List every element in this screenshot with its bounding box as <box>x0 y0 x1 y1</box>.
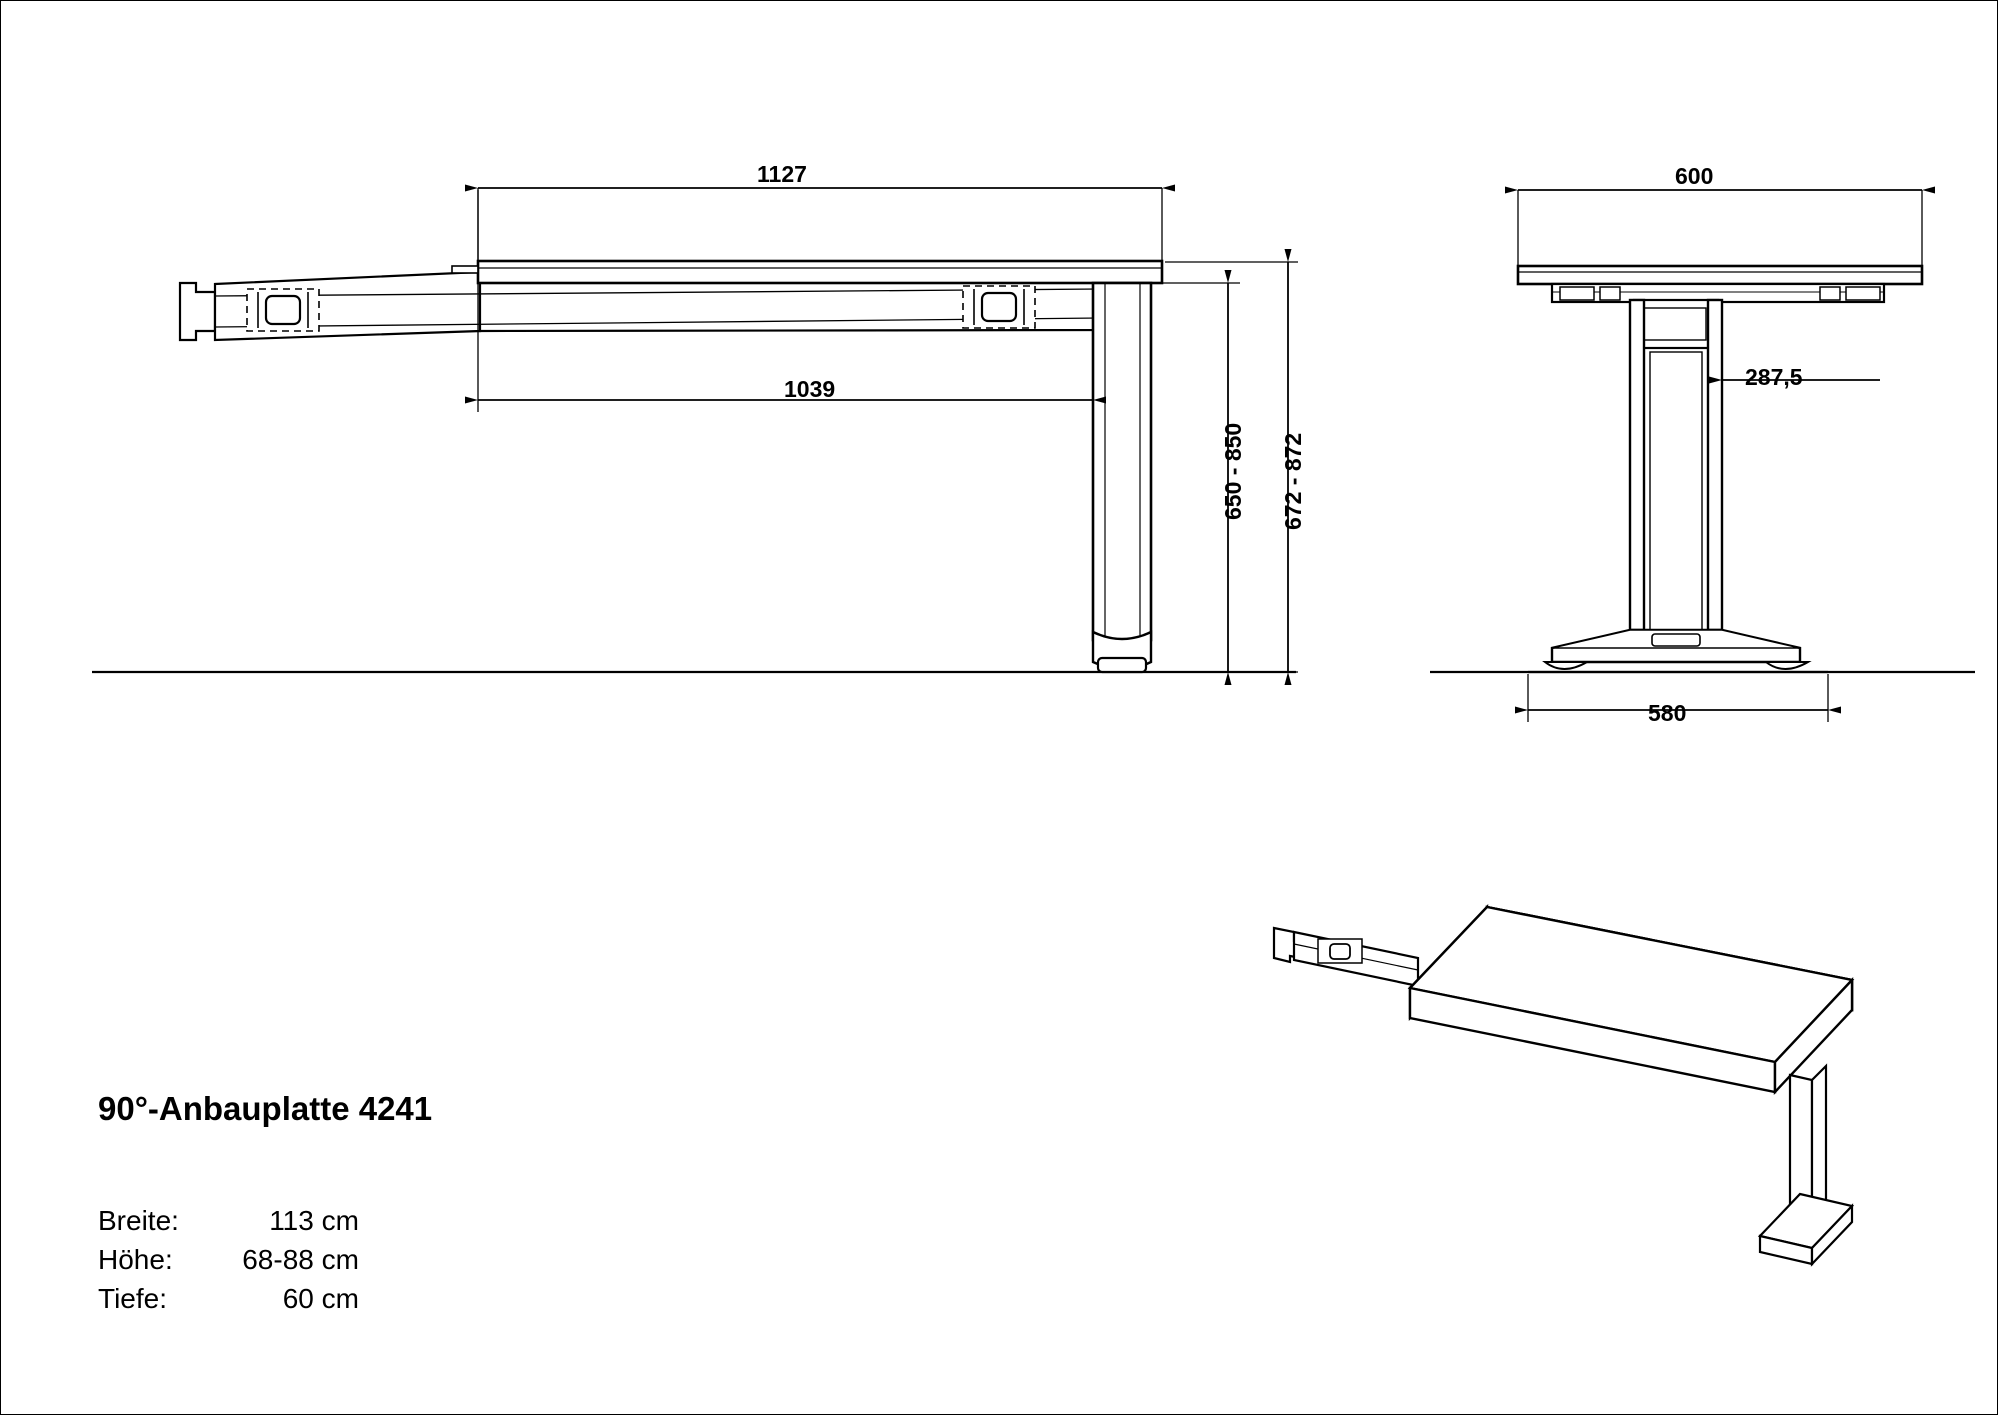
dimension-label-650-850: 650 - 850 <box>1220 422 1246 520</box>
side-view-dimension-1127 <box>478 188 1162 263</box>
dimension-label-1127: 1127 <box>757 161 807 187</box>
dimension-label-287-5: 287,5 <box>1745 364 1803 390</box>
front-elevation-view <box>1518 266 1922 672</box>
spec-value-hoehe: 68-88 cm <box>242 1244 359 1275</box>
spec-value-breite: 113 cm <box>269 1205 359 1236</box>
dimension-label-600: 600 <box>1675 163 1714 189</box>
spec-row-hoehe <box>98 1242 359 1281</box>
specification-table <box>98 1203 359 1320</box>
side-elevation-view <box>180 261 1162 672</box>
dimension-label-1039: 1039 <box>784 376 836 402</box>
title-block <box>98 1090 432 1128</box>
dimension-label-580: 580 <box>1648 700 1687 726</box>
spec-row-breite <box>98 1203 359 1242</box>
dimension-label-672-872: 672 - 872 <box>1280 432 1306 530</box>
isometric-view <box>1274 907 1852 1264</box>
front-view-dimension-600 <box>1518 190 1922 268</box>
spec-label-breite: Breite: <box>98 1205 179 1236</box>
page-title: 90°-Anbauplatte 4241 <box>98 1090 433 1127</box>
spec-label-hoehe: Höhe: <box>98 1244 173 1275</box>
spec-row-tiefe <box>98 1281 359 1320</box>
spec-value-tiefe: 60 cm <box>282 1283 359 1314</box>
spec-label-tiefe: Tiefe: <box>98 1283 167 1314</box>
